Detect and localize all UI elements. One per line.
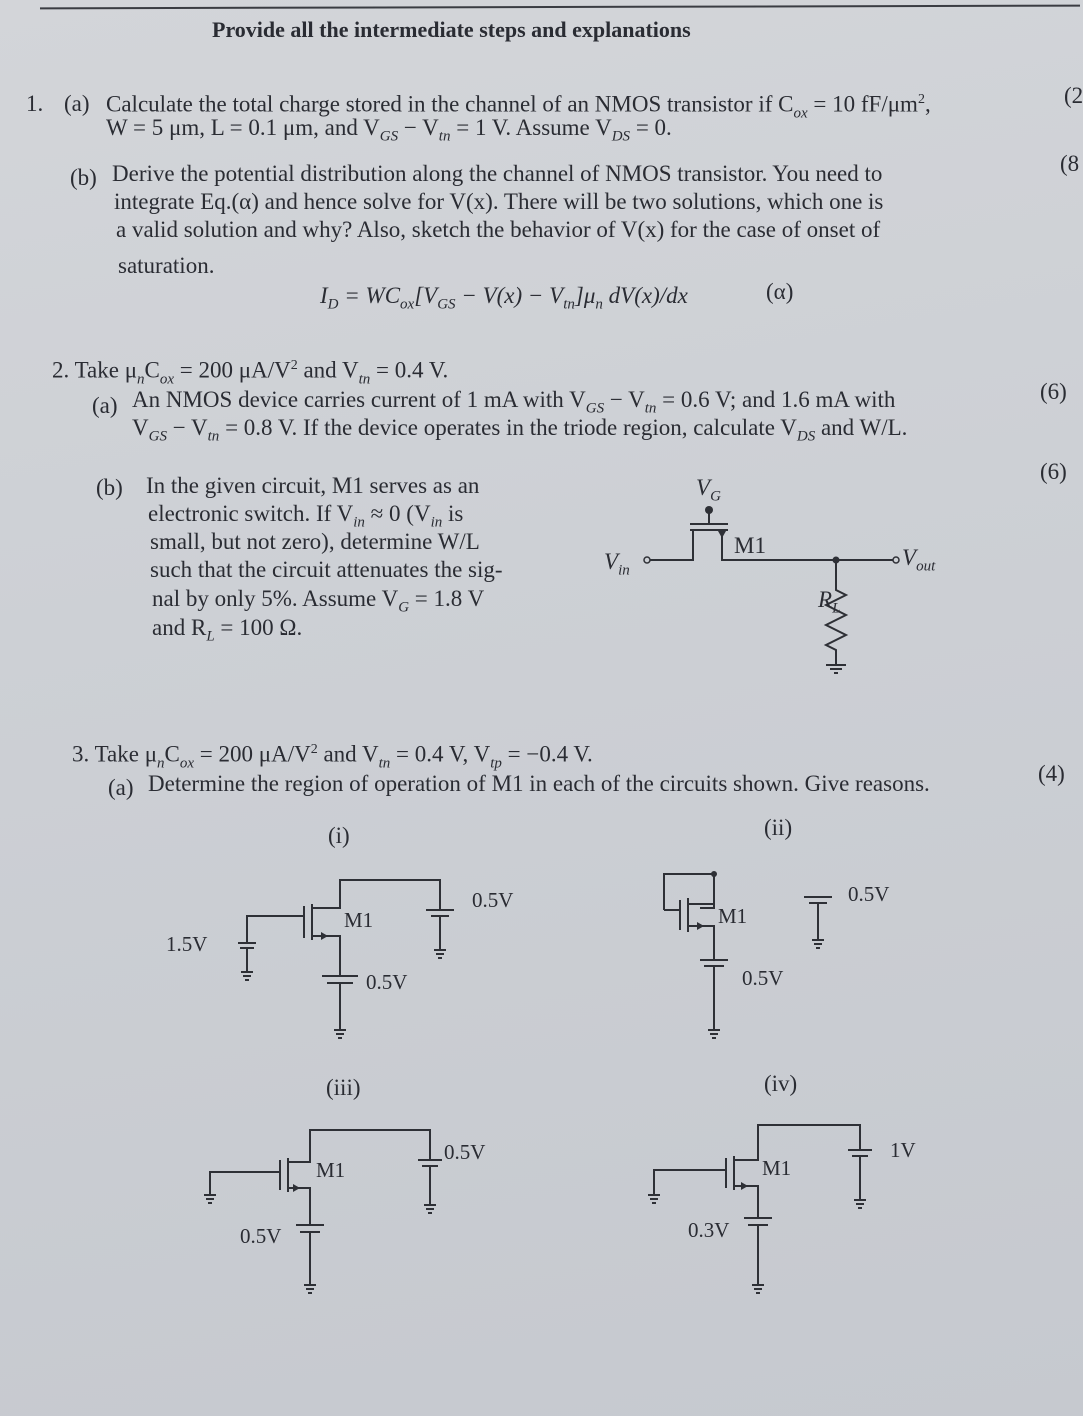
circuit-iv-m1: M1: [762, 1156, 792, 1180]
q2b-line: and $R_L = 100$ Ω.: [152, 615, 303, 645]
q1b-label: (b): [70, 165, 97, 190]
circuit-i-gate-voltage: 1.5V: [166, 932, 208, 956]
q1a-label: (a): [64, 91, 90, 116]
q1-number: 1.: [26, 91, 44, 116]
equation-alpha: $I_D = WC_{ox}[V_{GS} - V(x) - V_{tn}]\mu_n$ dV(x)/dx: [320, 283, 688, 313]
q2-intro: 2. Take $\mu_nC_{ox} = 200$ $\mu A/V^2$ and $V_{tn} = 0.4$ V.: [52, 357, 449, 388]
circuit-ii-source-voltage: 0.5V: [742, 966, 784, 990]
circuit-iii-label: (iii): [326, 1075, 361, 1100]
vin-label: $V_{in}$: [604, 549, 630, 579]
q1b-line: integrate Eq.(α) and hence solve for V(x). There will be two solutions, which one is: [114, 189, 884, 214]
circuit-i-m1: M1: [344, 908, 374, 932]
vg-label: $V_G$: [696, 475, 721, 505]
q1b-line: saturation.: [118, 253, 215, 278]
circuit-i-label: (i): [328, 823, 350, 848]
m1-label: M1: [734, 533, 766, 558]
q2b-marks: (6): [1040, 459, 1067, 484]
circuit-iv-source-voltage: 0.3V: [688, 1218, 730, 1242]
q2a-line: $V_{GS} - V_{tn} = 0.8$ V. If the device operates in the triode region, calculate $V_{DS}$ and W/L.: [132, 415, 908, 445]
circuit-iii-m1: M1: [316, 1158, 346, 1182]
circuit-iii-drain-voltage: 0.5V: [444, 1140, 486, 1164]
q1a-line: Calculate the total charge stored in the channel of an NMOS transistor if $C_{ox} = 10$ $fF/\mu m^2$,: [106, 91, 931, 122]
q3a-label: (a): [108, 775, 134, 800]
circuit-iv-drain-voltage: 1V: [890, 1138, 916, 1162]
circuit-ii-drain-voltage: 0.5V: [848, 882, 890, 906]
circuit-iii-source-voltage: 0.5V: [240, 1224, 282, 1248]
instructions-header: Provide all the intermediate steps and explanations: [212, 17, 691, 42]
q2b-label: (b): [96, 475, 123, 500]
q2b-line: small, but not zero), determine W/L: [150, 529, 480, 554]
switch-circuit: [644, 506, 899, 673]
q3a-line: Determine the region of operation of M1 in each of the circuits shown. Give reasons.: [148, 771, 930, 796]
circuit-i-source-voltage: 0.5V: [366, 970, 408, 994]
rl-label: $R_L$: [818, 587, 841, 617]
q1b-line: Derive the potential distribution along the channel of NMOS transistor. You need to: [112, 161, 883, 186]
equation-label: (α): [766, 279, 794, 304]
vout-label: $V_{out}$: [902, 545, 936, 575]
circuit-ii-m1: M1: [718, 904, 748, 928]
q1b-line: a valid solution and why? Also, sketch the behavior of V(x) for the case of onset of: [116, 217, 881, 242]
circuit-iv: [648, 1125, 872, 1293]
circuit-i: [238, 880, 454, 1038]
q2a-line: An NMOS device carries current of 1 mA with $V_{GS} - V_{tn} = 0.6$ V; and 1.6 mA with: [132, 387, 896, 417]
q2a-label: (a): [92, 393, 118, 418]
circuit-ii: [664, 871, 832, 1038]
circuit-iii: [204, 1130, 442, 1293]
circuit-iv-label: (iv): [764, 1071, 798, 1096]
q3-intro: 3. Take $\mu_nC_{ox} = 200$ $\mu A/V^2$ and $V_{tn} = 0.4$ V, $V_{tp} = -0.4$ V.: [72, 741, 593, 772]
q2b-line: electronic switch. If $V_{in} \approx 0$ ($V_{in}$ is: [148, 501, 464, 531]
q2b-line: In the given circuit, M1 serves as an: [146, 473, 480, 498]
circuit-i-drain-voltage: 0.5V: [472, 888, 514, 912]
q1b-marks: (8: [1060, 151, 1080, 176]
q2b-line: such that the circuit attenuates the sig-: [150, 557, 503, 582]
q3a-marks: (4): [1038, 761, 1065, 786]
q2a-marks: (6): [1040, 379, 1067, 404]
circuit-ii-label: (ii): [764, 815, 793, 840]
q1a-marks: (2: [1064, 83, 1083, 108]
q2b-line: nal by only 5%. Assume $V_G = 1.8$ V: [152, 586, 485, 616]
q1a-line: W = 5 μm, L = 0.1 μm, and $V_{GS} - V_{tn} = 1$ V. Assume $V_{DS} = 0$.: [106, 115, 672, 145]
